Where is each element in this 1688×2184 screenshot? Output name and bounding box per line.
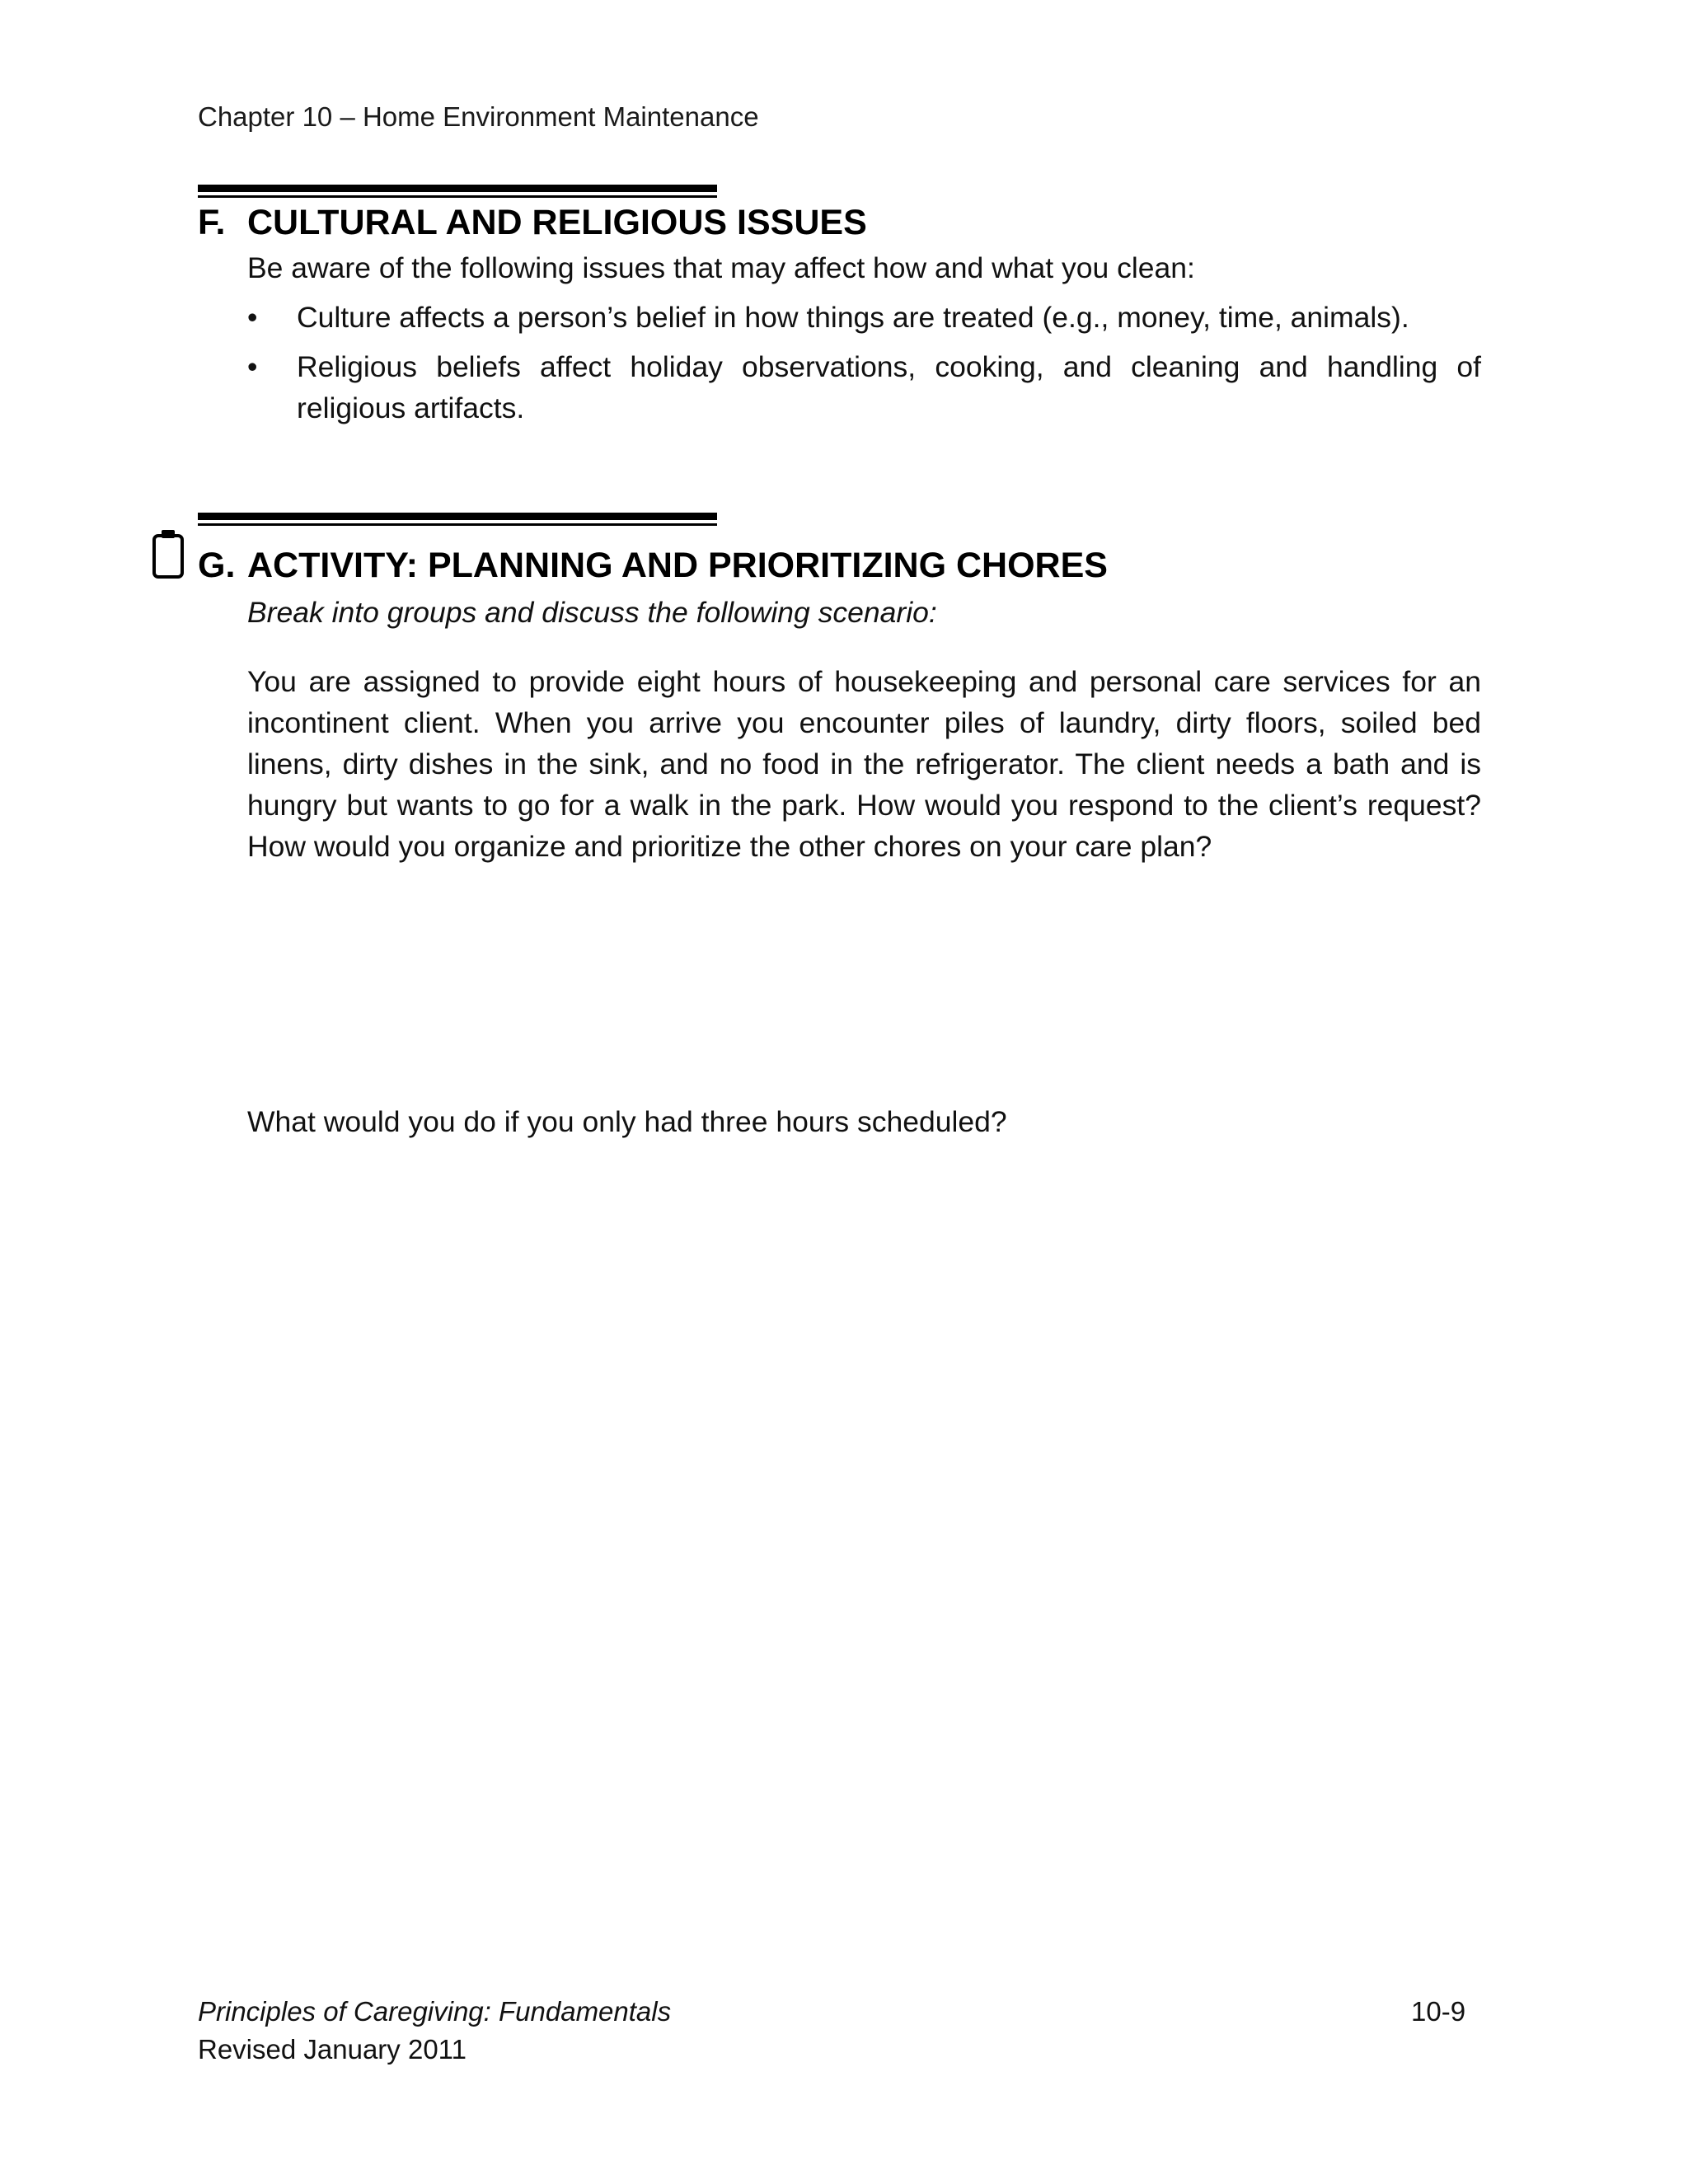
bullet-icon: • xyxy=(247,301,258,334)
section-g-letter: G. xyxy=(198,546,236,585)
footer-left xyxy=(198,1993,671,2069)
section-f-bullet-list xyxy=(247,297,1481,437)
running-header: Chapter 10 – Home Environment Maintenance xyxy=(198,101,759,132)
section-f-intro: Be aware of the following issues that may affect how and what you clean: xyxy=(247,251,1195,284)
section-f-rule xyxy=(198,185,717,198)
section-g-heading xyxy=(198,544,1108,587)
list-item xyxy=(247,297,1481,338)
section-g-title: ACTIVITY: PLANNING AND PRIORITIZING CHORES xyxy=(247,546,1108,585)
section-f-letter: F. xyxy=(198,203,226,242)
bullet-text: Religious beliefs affect holiday observations, cooking, and cleaning and handling of religious artifacts. xyxy=(297,350,1481,424)
list-item xyxy=(247,346,1481,429)
section-g-instruction: Break into groups and discuss the following scenario: xyxy=(247,596,937,629)
section-g-rule xyxy=(198,513,717,526)
section-g-question: What would you do if you only had three hours scheduled? xyxy=(247,1105,1007,1138)
footer-revision: Revised January 2011 xyxy=(198,2034,467,2064)
bullet-text: Culture affects a person’s belief in how things are treated (e.g., money, time, animals). xyxy=(297,301,1409,334)
footer-page-number: 10-9 xyxy=(1411,1996,1466,2027)
bullet-icon: • xyxy=(247,350,258,383)
footer-book-title: Principles of Caregiving: Fundamentals xyxy=(198,1996,672,2027)
section-g-scenario: You are assigned to provide eight hours of housekeeping and personal care services for an incontinent client. When you arrive you encounter piles of laundry, dirty floors, soiled bed linens, dirty dishes in the sink, and no food in the refrigerator. The client needs a bath and is hungry but wants to go for a walk in the park. How would you respond to the client’s request? How would you organize and prioritize the other chores on your care plan? xyxy=(247,665,1481,863)
clipboard-icon xyxy=(152,527,185,580)
section-f-heading xyxy=(198,201,867,244)
section-f-title: CULTURAL AND RELIGIOUS ISSUES xyxy=(247,203,867,242)
